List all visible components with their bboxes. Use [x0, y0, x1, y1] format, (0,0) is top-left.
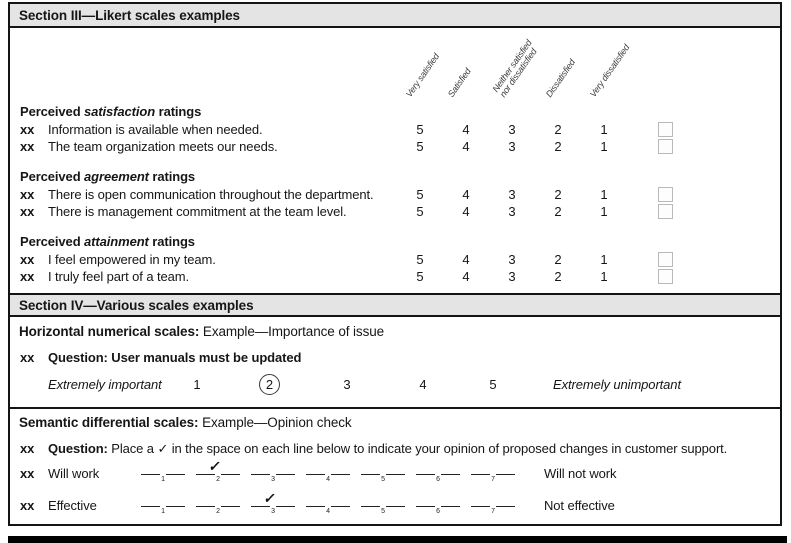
section4-header [10, 293, 780, 317]
scale-option-1[interactable]: 1 [600, 122, 608, 137]
semantic-subsection-heading: Semantic differential scales: Example—Opinion check [19, 415, 352, 430]
form-frame [8, 2, 782, 526]
scale-option-2[interactable]: 2 [554, 122, 562, 137]
row-marker: xx [20, 466, 35, 481]
row-marker: xx [20, 269, 35, 284]
checkmark-icon: ✓ [207, 458, 223, 474]
scale-blank-4[interactable]: 4 [305, 465, 351, 489]
scale-option-3[interactable]: 3 [508, 139, 516, 154]
scale-blank-2-checked[interactable]: 2 ✓ [195, 465, 241, 489]
semantic-right-label: Will not work [544, 466, 617, 481]
semantic-left-label: Will work [48, 466, 100, 481]
scale-blank-6[interactable]: 6 [415, 465, 461, 489]
question-text: Question: Place a ✓ in the space on each line below to indicate your opinion of proposed changes in customer support. [48, 441, 728, 456]
scale-blank-4[interactable]: 4 [305, 497, 351, 521]
scale-option-3[interactable]: 3 [508, 252, 516, 267]
semantic-scale [140, 490, 516, 521]
scale-option-2[interactable]: 2 [554, 187, 562, 202]
column-header-very-satisfied: Very satisfied [403, 51, 442, 99]
section3-header [10, 4, 780, 28]
horizontal-numerical-subsection [10, 317, 780, 407]
scale-option-4[interactable]: 4 [462, 187, 470, 202]
response-checkbox[interactable] [658, 187, 673, 202]
likert-group-title [10, 232, 780, 251]
response-checkbox[interactable] [658, 204, 673, 219]
semantic-left-label: Effective [48, 498, 97, 513]
statement-text: I truly feel part of a team. [48, 269, 189, 284]
row-marker: xx [20, 498, 35, 513]
scale-right-label: Extremely unimportant [553, 377, 681, 392]
numeric-option-4[interactable]: 4 [419, 377, 427, 392]
scale-option-1[interactable]: 1 [600, 252, 608, 267]
scale-option-5[interactable]: 5 [416, 204, 424, 219]
response-checkbox[interactable] [658, 252, 673, 267]
scale-option-2[interactable]: 2 [554, 252, 562, 267]
numeric-option-2-selected[interactable]: 2 [259, 374, 280, 395]
likert-group-title [10, 167, 780, 186]
scale-option-3[interactable]: 3 [508, 122, 516, 137]
scale-blank-3[interactable]: 3 [250, 465, 296, 489]
section4-title: Section IV—Various scales examples [19, 297, 254, 313]
statement-text: Information is available when needed. [48, 122, 263, 137]
scale-option-5[interactable]: 5 [416, 122, 424, 137]
row-marker: xx [20, 350, 35, 365]
scale-blank-7[interactable]: 7 [470, 497, 516, 521]
semantic-scale [140, 458, 516, 489]
semantic-row-effective [10, 490, 780, 524]
likert-row [10, 138, 780, 155]
scale-option-1[interactable]: 1 [600, 187, 608, 202]
section3-title: Section III—Likert scales examples [19, 7, 240, 23]
row-marker: xx [20, 122, 35, 137]
numeric-scale [10, 372, 780, 398]
horizontal-question [10, 350, 780, 367]
statement-text: The team organization meets our needs. [48, 139, 278, 154]
likert-row [10, 268, 780, 285]
statement-text: I feel empowered in my team. [48, 252, 216, 267]
scale-blank-1[interactable]: 1 [140, 465, 186, 489]
column-header-satisfied: Satisfied [445, 66, 473, 99]
likert-group-title [10, 102, 780, 121]
scale-option-5[interactable]: 5 [416, 252, 424, 267]
scale-left-label: Extremely important [48, 377, 162, 392]
response-checkbox[interactable] [658, 122, 673, 137]
horizontal-subsection-heading: Horizontal numerical scales: Example—Importance of issue [19, 324, 385, 339]
statement-text: There is open communication throughout the department. [48, 187, 374, 202]
scale-option-1[interactable]: 1 [600, 204, 608, 219]
numeric-option-5[interactable]: 5 [489, 377, 497, 392]
scale-option-4[interactable]: 4 [462, 122, 470, 137]
scale-option-5[interactable]: 5 [416, 187, 424, 202]
likert-row [10, 121, 780, 138]
scale-blank-6[interactable]: 6 [415, 497, 461, 521]
row-marker: xx [20, 139, 35, 154]
numeric-option-1[interactable]: 1 [193, 377, 201, 392]
scale-option-5[interactable]: 5 [416, 269, 424, 284]
likert-table [10, 28, 780, 293]
scale-option-4[interactable]: 4 [462, 252, 470, 267]
semantic-differential-subsection [10, 407, 780, 526]
group-title-satisfaction: Perceived satisfaction ratings [20, 104, 202, 119]
question-text: Question: User manuals must be updated [48, 350, 302, 365]
scale-option-3[interactable]: 3 [508, 187, 516, 202]
row-marker: xx [20, 252, 35, 267]
scale-option-1[interactable]: 1 [600, 269, 608, 284]
group-title-agreement: Perceived agreement ratings [20, 169, 196, 184]
likert-column-headers [10, 28, 780, 102]
scale-blank-2[interactable]: 2 [195, 497, 241, 521]
scale-blank-5[interactable]: 5 [360, 497, 406, 521]
scale-option-2[interactable]: 2 [554, 269, 562, 284]
scale-option-4[interactable]: 4 [462, 269, 470, 284]
semantic-question [10, 441, 780, 458]
scale-option-5[interactable]: 5 [416, 139, 424, 154]
group-title-attainment: Perceived attainment ratings [20, 234, 195, 249]
likert-row [10, 203, 780, 220]
semantic-row-will-work [10, 458, 780, 492]
scale-blank-3-checked[interactable]: 3 ✓ [250, 497, 296, 521]
scale-option-2[interactable]: 2 [554, 139, 562, 154]
scale-option-3[interactable]: 3 [508, 269, 516, 284]
scale-blank-5[interactable]: 5 [360, 465, 406, 489]
response-checkbox[interactable] [658, 139, 673, 154]
column-header-very-dissatisfied: Very dissatisfied [587, 42, 632, 99]
scale-option-4[interactable]: 4 [462, 204, 470, 219]
page-bottom-rule [8, 536, 787, 543]
scale-option-3[interactable]: 3 [508, 204, 516, 219]
response-checkbox[interactable] [658, 269, 673, 284]
scale-blank-1[interactable]: 1 [140, 497, 186, 521]
scale-option-4[interactable]: 4 [462, 139, 470, 154]
likert-row [10, 251, 780, 268]
statement-text: There is management commitment at the team level. [48, 204, 347, 219]
semantic-right-label: Not effective [544, 498, 615, 513]
likert-row [10, 186, 780, 203]
numeric-option-3[interactable]: 3 [343, 377, 351, 392]
column-header-neither: Neither satisfied nor dissatisfied [490, 38, 539, 99]
column-header-dissatisfied: Dissatisfied [543, 57, 578, 99]
scale-option-2[interactable]: 2 [554, 204, 562, 219]
scale-blank-7[interactable]: 7 [470, 465, 516, 489]
row-marker: xx [20, 187, 35, 202]
row-marker: xx [20, 204, 35, 219]
row-marker: xx [20, 441, 35, 456]
checkmark-icon: ✓ [262, 490, 278, 506]
scale-option-1[interactable]: 1 [600, 139, 608, 154]
